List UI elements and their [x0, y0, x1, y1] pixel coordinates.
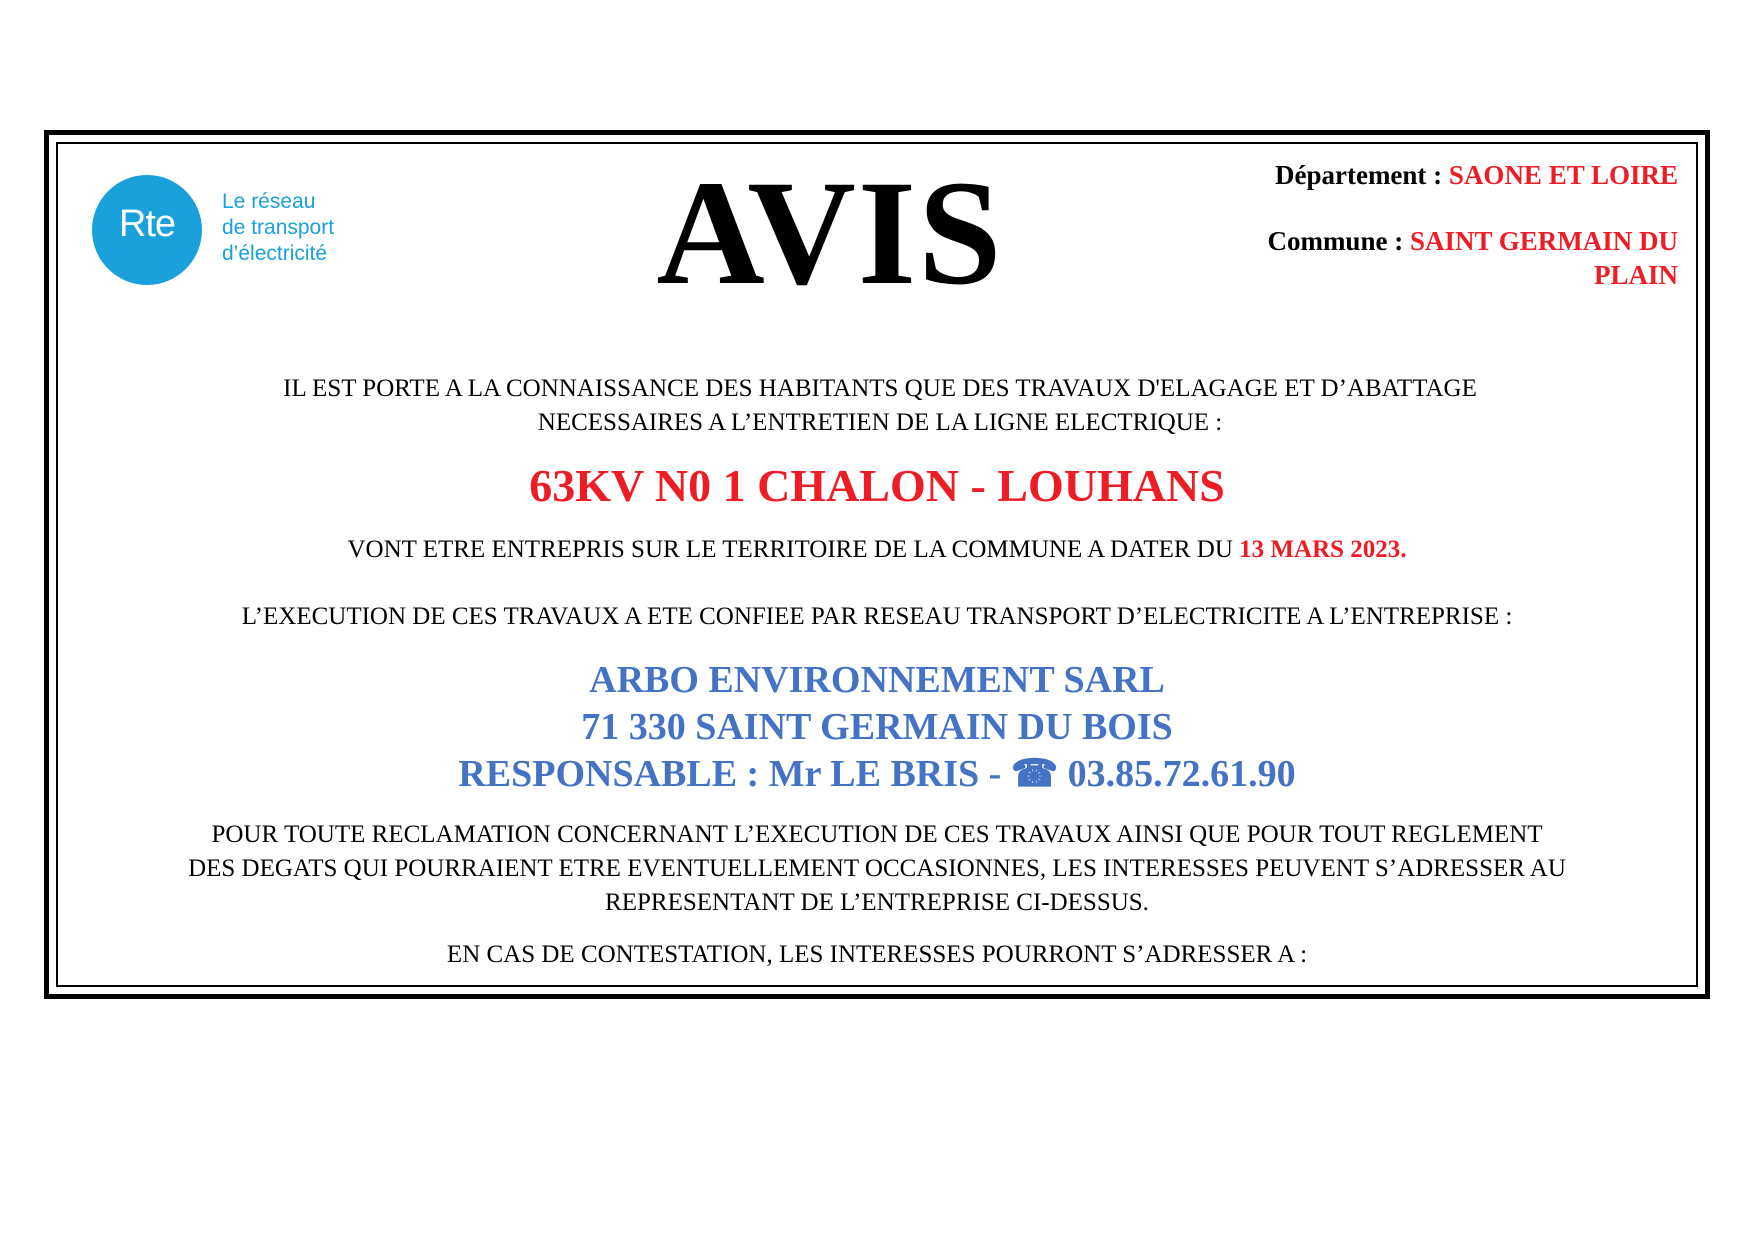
commune-label: Commune :	[1267, 226, 1404, 256]
location-block	[1158, 158, 1678, 292]
reclamation-paragraph	[62, 818, 1692, 920]
company-responsable: RESPONSABLE : Mr LE BRIS -	[458, 753, 1002, 795]
commune-row	[1158, 224, 1678, 258]
company-block	[60, 657, 1694, 798]
intro-line-2: NECESSAIRES A L’ENTRETIEN DE LA LIGNE ELECTRIQUE :	[537, 409, 1223, 436]
rte-logo-line-1: Le réseau	[222, 190, 316, 213]
rte-logo-monogram: Rte	[118, 203, 176, 245]
company-contact	[60, 751, 1694, 798]
reclamation-line-1: POUR TOUTE RECLAMATION CONCERNANT L’EXECUTION DE CES TRAVAUX AINSI QUE POUR TOUT REGLEMENT	[211, 821, 1543, 848]
date-sentence-text: VONT ETRE ENTREPRIS SUR LE TERRITOIRE DE LA COMMUNE A DATER DU	[347, 536, 1233, 563]
line-name: 63KV N0 1 CHALON - LOUHANS	[529, 460, 1225, 511]
company-address: 71 330 SAINT GERMAIN DU BOIS	[581, 706, 1173, 748]
rte-logo-line-2: de transport	[222, 216, 335, 239]
execution-sentence: L’EXECUTION DE CES TRAVAUX A ETE CONFIEE PAR RESEAU TRANSPORT D’ELECTRICITE A L’ENTREPRISE :	[241, 603, 1513, 630]
intro-paragraph	[120, 372, 1640, 440]
start-date: 13 MARS 2023.	[1239, 536, 1407, 563]
page-title: AVIS	[656, 150, 1004, 316]
contestation-sentence: EN CAS DE CONTESTATION, LES INTERESSES POURRONT S’ADRESSER A :	[446, 941, 1308, 968]
date-sentence	[60, 533, 1694, 567]
reclamation-line-2: DES DEGATS QUI POURRAIENT ETRE EVENTUELLEMENT OCCASIONNES, LES INTERESSES PEUVENT S’ADRESSER AU	[188, 855, 1566, 882]
commune-value-line1: SAINT GERMAIN DU	[1409, 226, 1678, 256]
rte-logo-circle	[92, 175, 202, 285]
rte-logo-line-3: d’électricité	[222, 242, 328, 265]
commune-value-line2: PLAIN	[1593, 260, 1678, 290]
departement-label: Département :	[1274, 160, 1443, 190]
rte-logo-text	[222, 189, 334, 267]
telephone-icon: ☎	[1010, 753, 1059, 795]
reclamation-line-3: REPRESENTANT DE L’ENTREPRISE CI-DESSUS.	[605, 889, 1149, 916]
intro-line-1: IL EST PORTE A LA CONNAISSANCE DES HABITANTS QUE DES TRAVAUX D'ELAGAGE ET D’ABATTAGE	[283, 375, 1477, 402]
departement-value: SAONE ET LOIRE	[1448, 160, 1678, 190]
company-name: ARBO ENVIRONNEMENT SARL	[589, 659, 1165, 701]
rte-logo	[92, 175, 372, 287]
company-phone: 03.85.72.61.90	[1067, 753, 1296, 795]
departement-row	[1158, 158, 1678, 192]
